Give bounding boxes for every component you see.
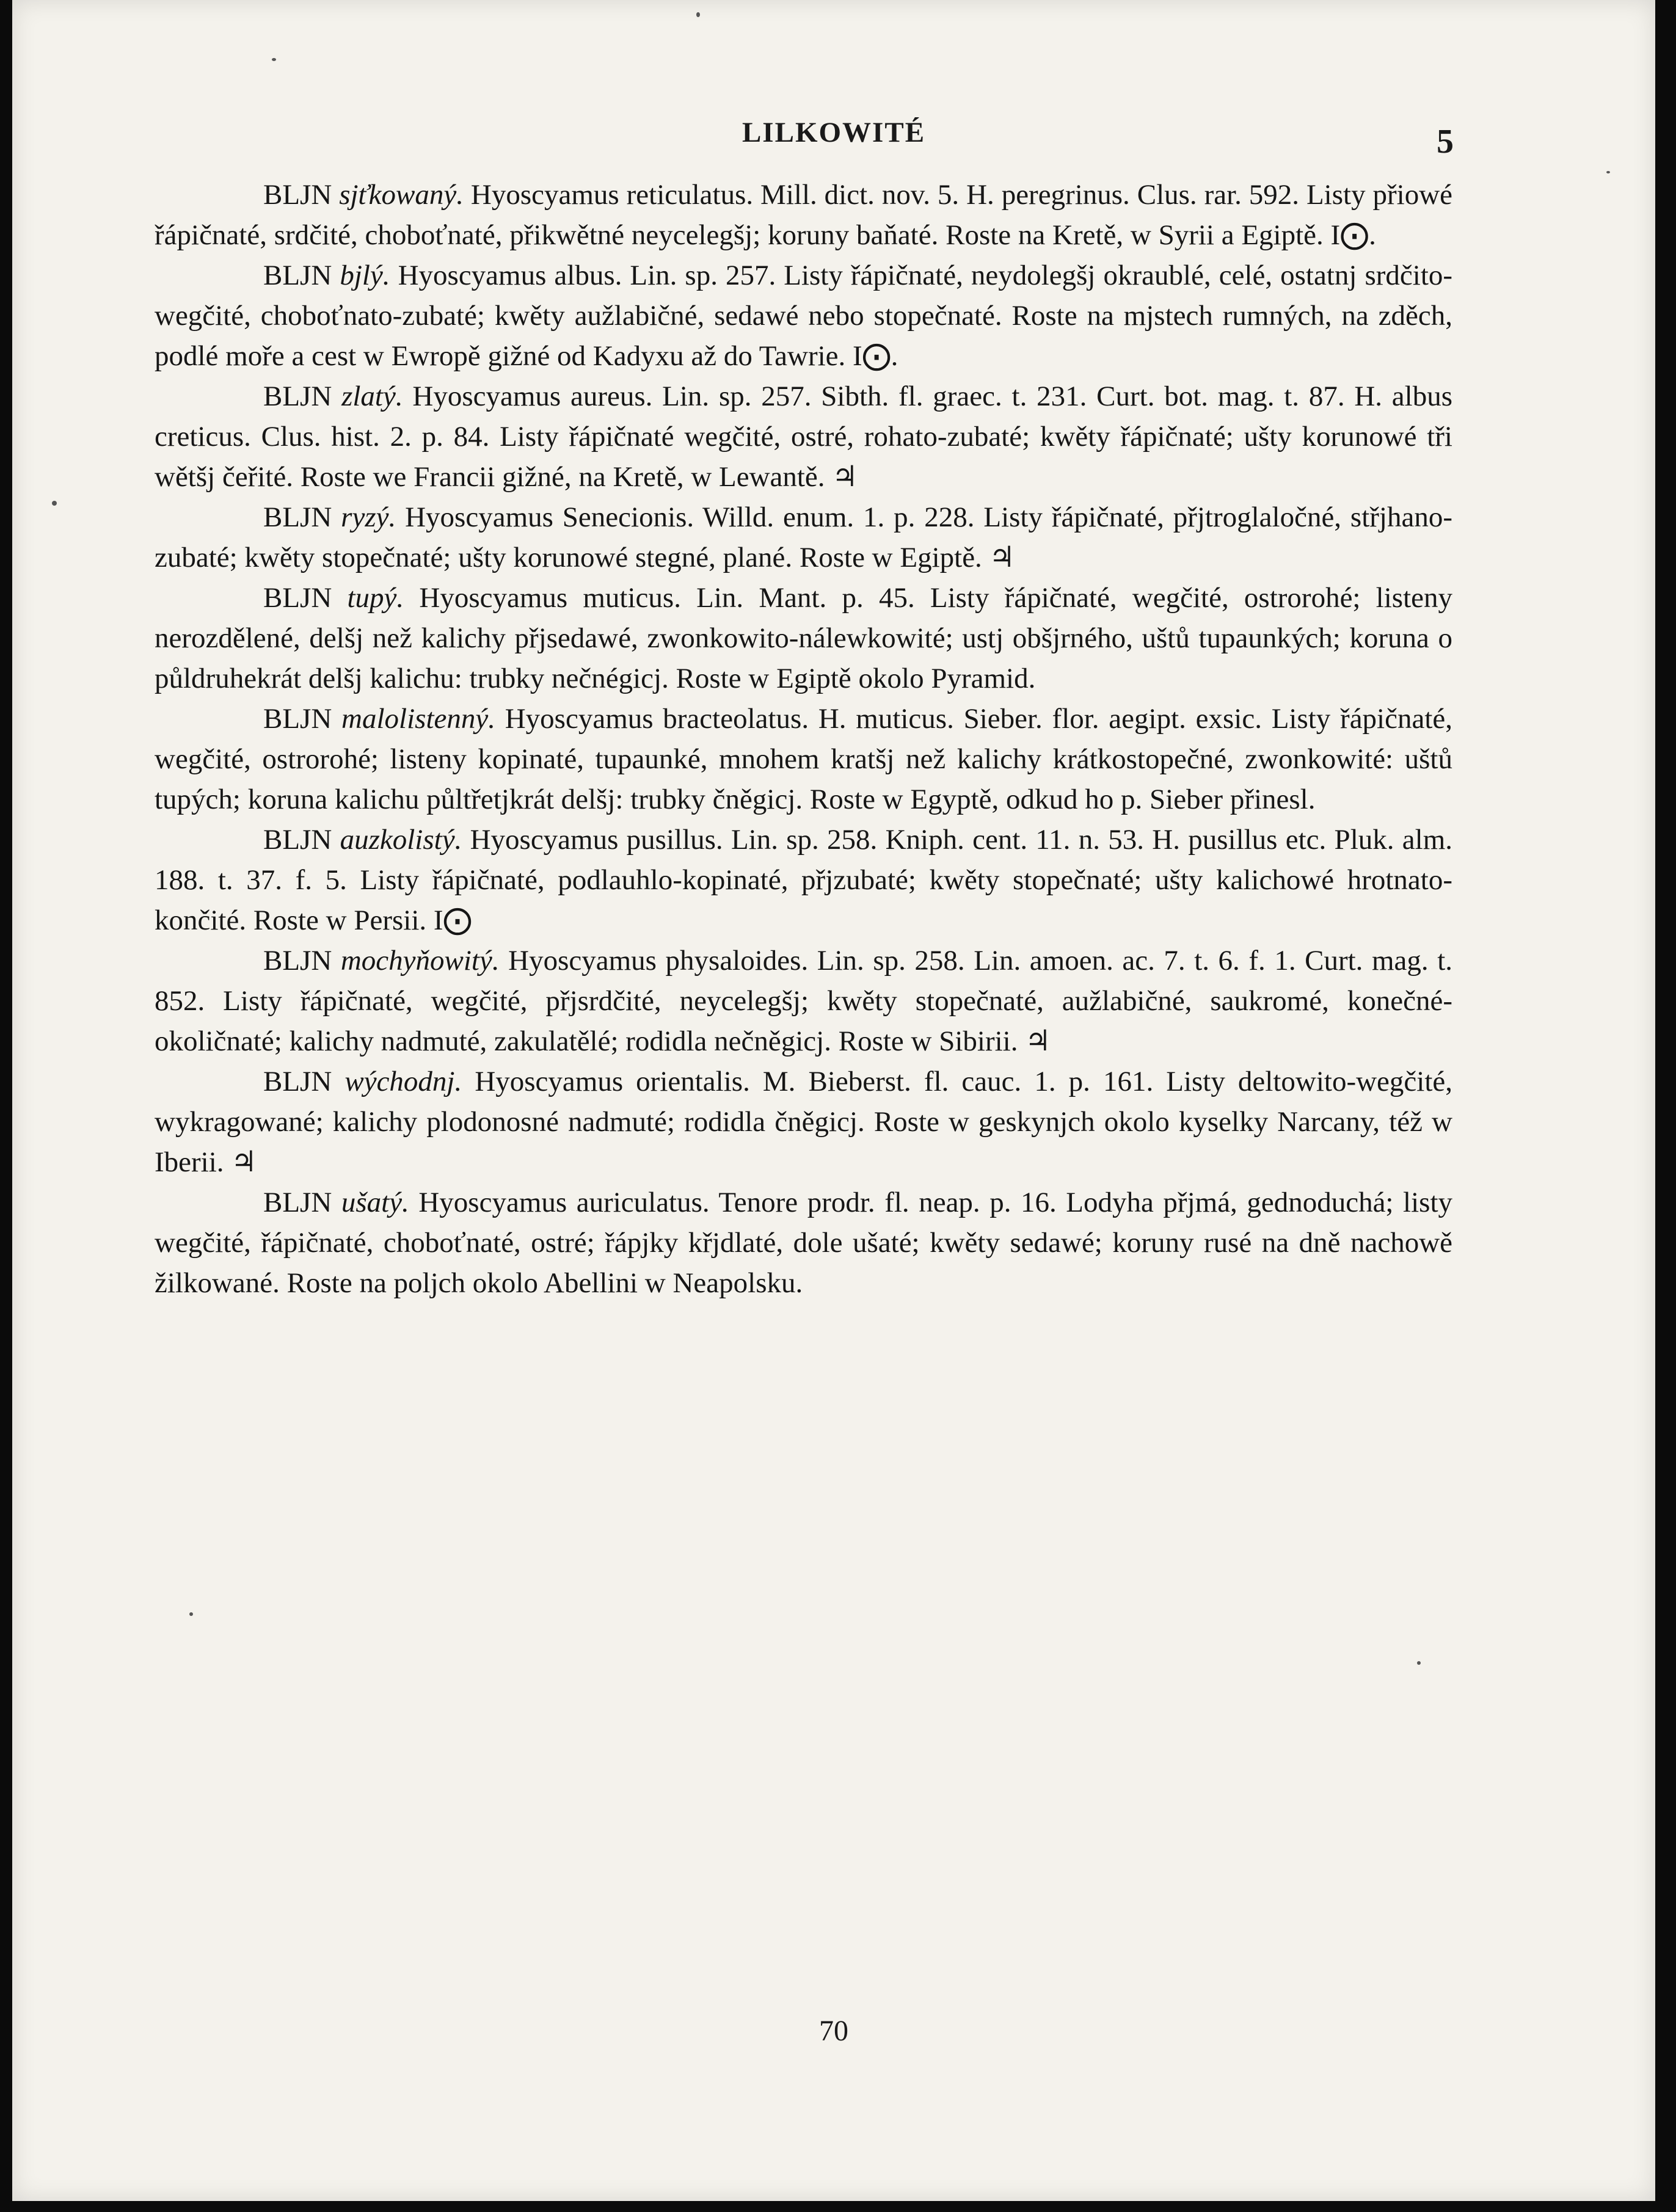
species-name: sjťkowaný. <box>339 179 464 211</box>
entry-reticulatus <box>155 175 1452 255</box>
entry-list <box>155 175 1452 1303</box>
species-name: malolistenný. <box>341 703 495 735</box>
entry-text: Hyoscyamus physaloides. Lin. sp. 258. Lin. amoen. ac. 7. t. 6. f. 1. Curt. mag. t. 852. Listy řápičnaté, wegčité, přjsrdčité, neycelegšj; kwěty stopečnaté, aužlabičné, saukromé, konečné-okoličnaté; kalichy nadmuté, zakulatělé; rodidla nečněgicj. Roste w Sibirii. ♃ <box>155 945 1453 1057</box>
scan-speck <box>696 12 700 17</box>
entry-text: Hyoscyamus Senecionis. Willd. enum. 1. p. 228. Listy řápičnaté, přjtroglaločné, střjhano-zubaté; kwěty stopečnaté; ušty korunowé stegné, plané. Roste w Egiptě. ♃ <box>155 501 1453 573</box>
genus-label: BLJN <box>263 824 332 856</box>
genus-label: BLJN <box>263 582 332 614</box>
genus-label: BLJN <box>263 260 332 291</box>
entry-pusillus <box>155 820 1452 940</box>
species-name: auzkolistý. <box>340 824 462 856</box>
genus-label: BLJN <box>263 1187 332 1218</box>
entry-senecionis <box>155 497 1452 578</box>
species-name: mochyňowitý. <box>340 945 500 977</box>
scan-speck <box>1606 171 1610 173</box>
entry-text: Hyoscyamus albus. Lin. sp. 257. Listy řápičnaté, neydolegšj okraublé, celé, ostatnj srdčito-wegčité, choboťnato-zubaté; kwěty aužlabičné, sedawé nebo stopečnaté. Roste na mjstech rumných, na zděch, podlé moře a cest w Ewropě gižné od Kadyxu až do Tawrie. I⨀. <box>155 260 1453 372</box>
footer-number: 70 <box>819 2015 848 2047</box>
entry-muticus <box>155 578 1452 699</box>
entry-text: Hyoscyamus orientalis. M. Bieberst. fl. cauc. 1. p. 161. Listy deltowito-wegčité, wykragowané; kalichy plodonosné nadmuté; rodidla čněgicj. Roste w geskynjch okolo kyselky Narcany, též w Iberii. ♃ <box>155 1066 1453 1178</box>
scan-speck <box>272 58 276 61</box>
entry-text: Hyoscyamus reticulatus. Mill. dict. nov. 5. H. peregrinus. Clus. rar. 592. Listy přiowé řápičnaté, srdčité, choboťnaté, přikwětné neycelegšj; koruny baňaté. Roste na Kretě, w Syrii a Egiptě. I⨀. <box>155 179 1453 251</box>
species-name: wýchodnj. <box>344 1066 462 1097</box>
entry-orientalis <box>155 1061 1452 1182</box>
entry-text: Hyoscyamus muticus. Lin. Mant. p. 45. Listy řápičnaté, wegčité, ostrorohé; listeny nerozdělené, delšj než kalichy přjsedawé, zwonkowito-nálewkowité; ustj obšjrného, uštů tupaunkých; koruna o půldruhekrát delšj kalichu: trubky nečnégicj. Roste w Egiptě okolo Pyramid. <box>155 582 1453 694</box>
entry-text: Hyoscyamus bracteolatus. H. muticus. Sieber. flor. aegipt. exsic. Listy řápičnaté, wegčité, ostrorohé; listeny kopinaté, tupaunké, mnohem kratšj než kalichy krátkostopečné, zwonkowité: uštů tupých; koruna kalichu půltřetjkrát delšj: trubky čněgicj. Roste w Egyptě, odkud ho p. Sieber přinesl. <box>155 703 1453 815</box>
page-number: 5 <box>1437 123 1454 161</box>
entry-physaloides <box>155 940 1452 1061</box>
species-name: ušatý. <box>341 1187 409 1218</box>
genus-label: BLJN <box>263 1066 332 1097</box>
entry-text: Hyoscyamus aureus. Lin. sp. 257. Sibth. fl. graec. t. 231. Curt. bot. mag. t. 87. H. albus creticus. Clus. hist. 2. p. 84. Listy řápičnaté wegčité, ostré, rohato-zubaté; kwěty řápičnaté; ušty korunowé tři wětšj čeřité. Roste we Francii gižné, na Kretě, w Lewantě. ♃ <box>155 380 1453 493</box>
scan-speck <box>189 1612 193 1616</box>
entry-text: Hyoscyamus auriculatus. Tenore prodr. fl. neap. p. 16. Lodyha přjmá, gednoduchá; listy wegčité, řápičnaté, choboťnaté, ostré; řápjky křjdlaté, dole ušaté; kwěty sedawé; koruny rusé na dně nachowě žilkowané. Roste na poljch okolo Abellini w Neapolsku. <box>155 1187 1452 1299</box>
entry-albus <box>155 255 1452 376</box>
entry-bracteolatus <box>155 699 1452 820</box>
species-name: bjlý. <box>340 260 390 291</box>
species-name: ryzý. <box>341 501 396 533</box>
page-title: LILKOWITÉ <box>741 117 926 148</box>
scan-speck <box>1417 1661 1421 1665</box>
species-name: zlatý. <box>341 380 403 412</box>
entry-text: Hyoscyamus pusillus. Lin. sp. 258. Kniph. cent. 11. n. 53. H. pusillus etc. Pluk. alm. 188. t. 37. f. 5. Listy řápičnaté, podlauhlo-kopinaté, přjzubaté; kwěty stopečnaté; ušty kalichowé hrotnato-končité. Roste w Persii. I⨀ <box>155 824 1453 936</box>
entry-aureus <box>155 376 1452 497</box>
genus-label: BLJN <box>263 945 332 977</box>
entry-auriculatus <box>155 1182 1452 1303</box>
genus-label: BLJN <box>263 501 332 533</box>
genus-label: BLJN <box>263 179 332 211</box>
genus-label: BLJN <box>263 380 332 412</box>
scanned-page <box>12 0 1655 2201</box>
genus-label: BLJN <box>263 703 332 735</box>
scan-speck <box>52 501 57 506</box>
species-name: tupý. <box>347 582 404 614</box>
